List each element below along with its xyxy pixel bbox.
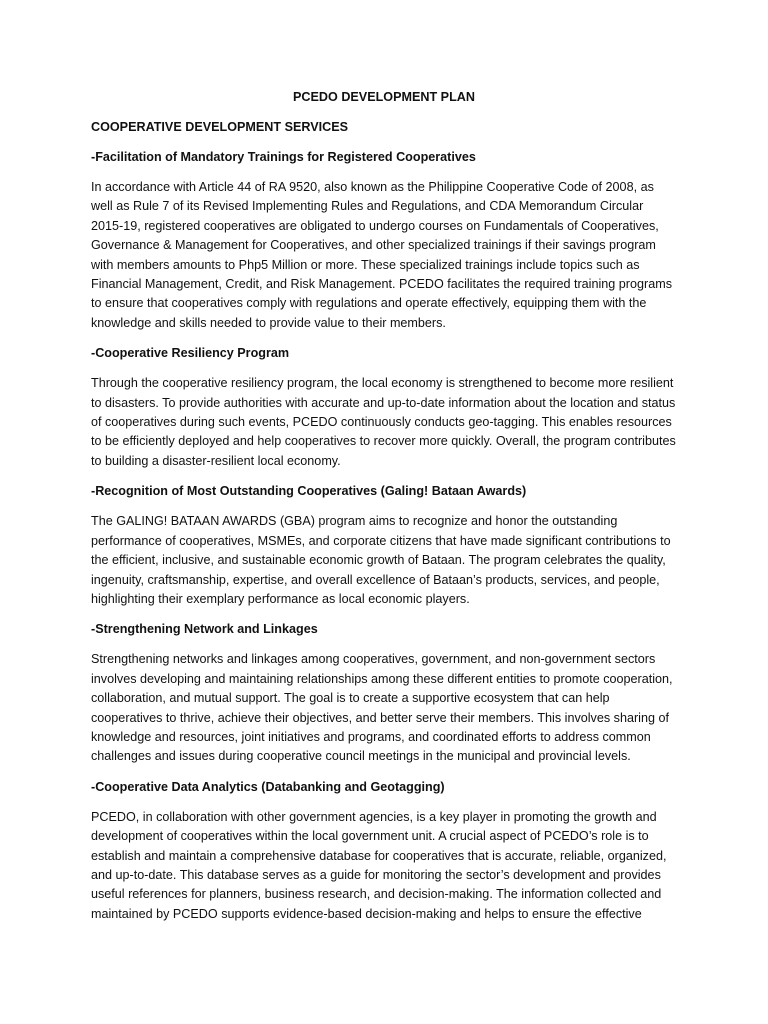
paragraph-mandatory-trainings: In accordance with Article 44 of RA 9520, also known as the Philippine Cooperative Code of 2008, as well as Rule 7 of its Revised Implementing Rules and Regulations, and CDA Memorandum Circular 2015-19, registered cooperatives are obligated to undergo courses on Fundamentals of Cooperatives, Governance & Management for Cooperatives, and other specialized trainings if their savings program with members amounts to Php5 Million or more. These specialized trainings include topics such as Financial Management, Credit, and Risk Management. PCEDO facilitates the required training programs to ensure that cooperatives comply with regulations and operate effectively, equipping them with the knowledge and skills needed to provide value to their members.	[91, 180, 672, 330]
heading-outstanding-cooperatives: -Recognition of Most Outstanding Cooperatives (Galing! Bataan Awards)	[91, 484, 527, 499]
heading-mandatory-trainings: -Facilitation of Mandatory Trainings for Registered Cooperatives	[91, 150, 476, 164]
paragraph-network-linkages: Strengthening networks and linkages among cooperatives, government, and non-government sectors involves developing and maintaining relationships among these different entities to promote cooperation, collaboration, and mutual support. The goal is to create a supportive ecosystem that can help cooperatives to thrive, achieve their objectives, and better serve their members. This involves sharing of knowledge and resources, joint initiatives and programs, and coordinated efforts to address common challenges and issues during cooperative council meetings in the municipal and provincial levels.	[91, 652, 673, 764]
heading-resiliency-program: -Cooperative Resiliency Program	[91, 346, 290, 361]
heading-data-analytics: -Cooperative Data Analytics (Databanking and Geotagging)	[91, 779, 445, 794]
paragraph-outstanding-cooperatives: The GALING! BATAAN AWARDS (GBA) program aims to recognize and honor the outstanding performance of cooperatives, MSMEs, and corporate citizens that have made significant contributions to the efficient, inclusive, and sustainable economic growth of Bataan. The program celebrates the quality, ingenuity, craftsmanship, expertise, and overall excellence of Bataan’s products, services, and people, highlighting their exemplary performance as local economic players.	[91, 514, 671, 606]
document-page	[91, 88, 677, 935]
heading-network-linkages: -Strengthening Network and Linkages	[91, 622, 318, 637]
section-heading: COOPERATIVE DEVELOPMENT SERVICES	[91, 120, 349, 134]
paragraph-data-analytics: PCEDO, in collaboration with other government agencies, is a key player in promoting the growth and development of cooperatives within the local government unit. A crucial aspect of PCEDO’s role is to establish and maintain a comprehensive database for cooperatives that is accurate, reliable, organized, and up-to-date. This database serves as a guide for monitoring the sector’s development and provides useful references for planners, business research, and decision-making. The information collected and maintained by PCEDO supports evidence-based decision-making and helps to ensure the effective	[91, 809, 667, 921]
document-title: PCEDO DEVELOPMENT PLAN	[293, 90, 475, 104]
paragraph-resiliency-program: Through the cooperative resiliency program, the local economy is strengthened to become more resilient to disasters. To provide authorities with accurate and up-to-date information about the location and status of cooperatives during such events, PCEDO continuously conducts geo-tagging. This enables resources to be efficiently deployed and help cooperatives to recover more quickly. Overall, the program contributes to building a disaster-resilient local economy.	[91, 376, 676, 468]
